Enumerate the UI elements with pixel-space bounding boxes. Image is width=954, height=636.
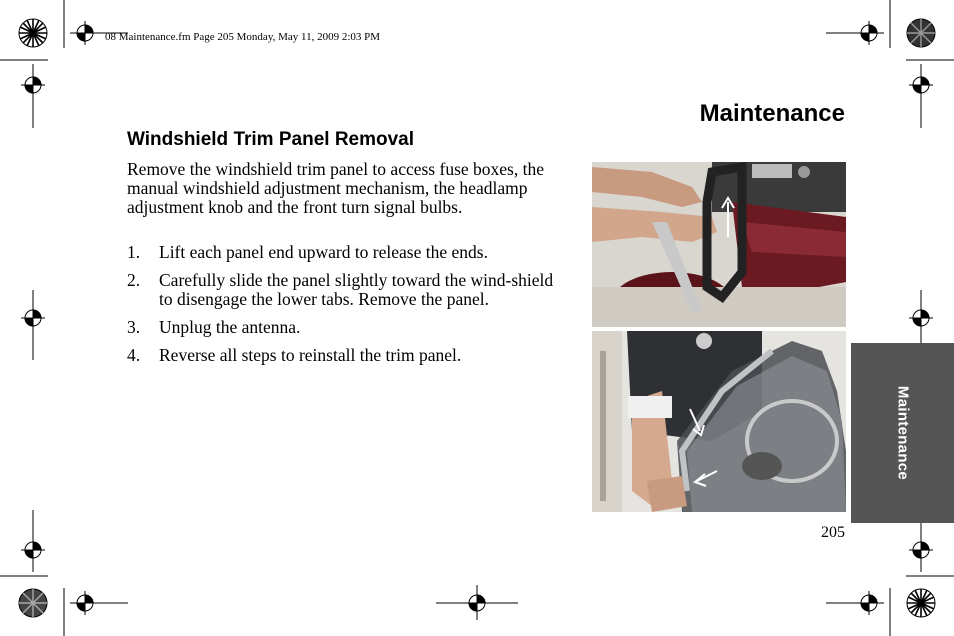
starburst-bottom-right <box>907 589 935 617</box>
starburst-top-right <box>907 19 935 47</box>
reg-target-right-middle <box>909 306 933 330</box>
reg-target-bottom-right-inner <box>857 591 881 615</box>
starburst-bottom-left <box>19 589 47 617</box>
reg-target-right-bottom <box>909 538 933 562</box>
reg-target-right-top <box>909 73 933 97</box>
section-heading: Windshield Trim Panel Removal <box>127 129 415 150</box>
page-title: Maintenance <box>699 100 845 127</box>
reg-target-left-bottom <box>21 538 45 562</box>
technician-removing-panel-photo <box>592 331 846 512</box>
step-number: 1. <box>127 242 141 262</box>
step-number: 2. <box>127 270 141 290</box>
reg-target-bottom-left-inner <box>73 591 97 615</box>
side-tab-label: Maintenance <box>894 385 911 481</box>
step-number: 4. <box>127 345 141 365</box>
intro-paragraph: Remove the windshield trim panel to access fuse boxes, the manual windshield adjustment mechanism, the headlamp adjustment knob and the front turn signal bulbs. <box>127 159 544 217</box>
reg-target-left-top <box>21 73 45 97</box>
reg-target-left-middle <box>21 306 45 330</box>
reg-target-bottom-center <box>465 591 489 615</box>
reg-target-top-left-inner <box>73 21 97 45</box>
step-text: Reverse all steps to reinstall the trim panel. <box>159 345 462 365</box>
hands-lifting-trim-panel-photo <box>592 162 846 327</box>
list-item <box>127 243 557 262</box>
list-item <box>127 318 557 337</box>
step-number: 3. <box>127 317 141 337</box>
reg-target-top-right-inner <box>857 21 881 45</box>
step-text: Unplug the antenna. <box>159 317 301 337</box>
step-text: Carefully slide the panel slightly toward the wind-shield to disengage the lower tabs. Remove the panel. <box>159 270 554 309</box>
list-item <box>127 271 557 309</box>
file-slug: 08 Maintenance.fm Page 205 Monday, May 11, 2009 2:03 PM <box>105 31 381 43</box>
steps-list <box>127 243 557 374</box>
chapter-side-tab <box>851 343 954 523</box>
starburst-top-left <box>19 19 47 47</box>
list-item <box>127 346 557 365</box>
step-text: Lift each panel end upward to release the ends. <box>159 242 488 262</box>
page-number: 205 <box>821 524 845 541</box>
